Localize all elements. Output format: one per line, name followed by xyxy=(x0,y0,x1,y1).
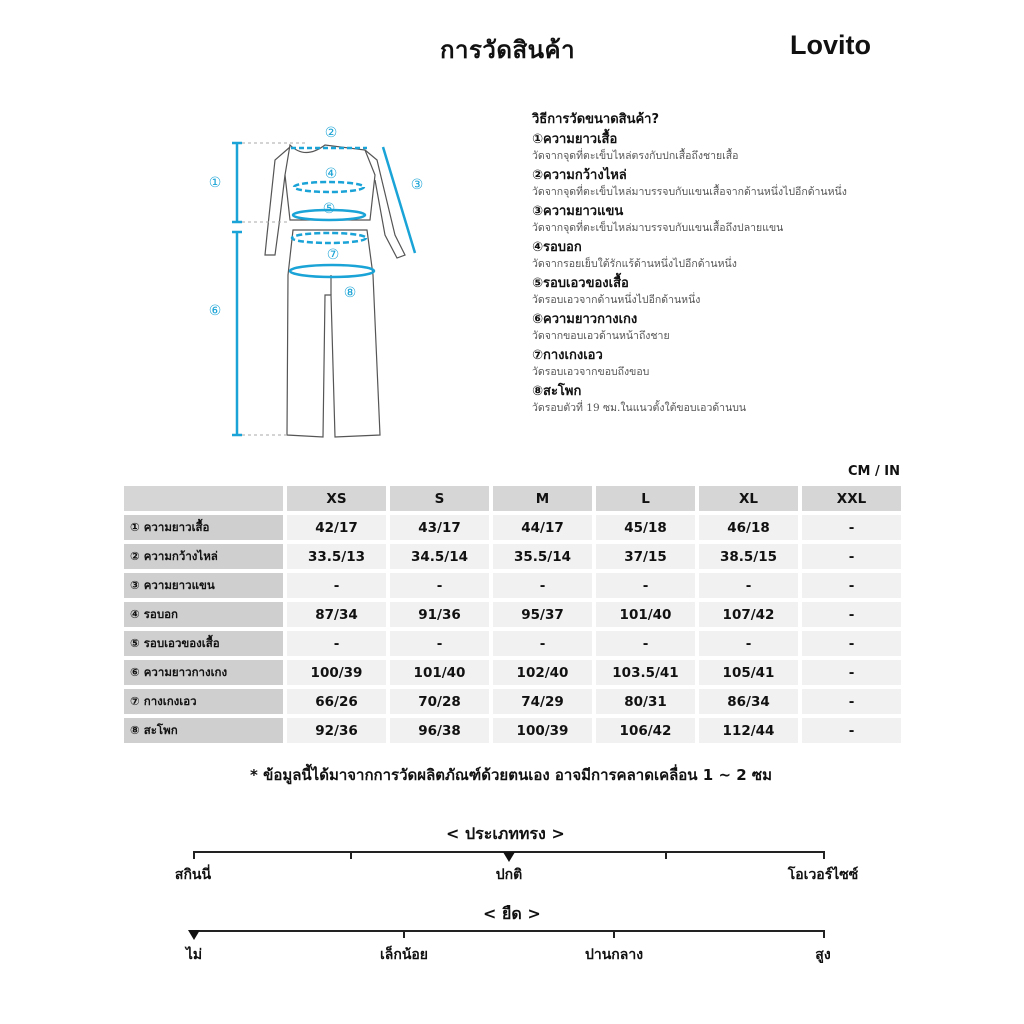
guide-item-name: ③ความยาวแขน xyxy=(532,204,624,219)
callout-6: ⑥ xyxy=(208,303,222,319)
fit-scale-title: < ประเภททรง > xyxy=(446,824,565,843)
table-cell: - xyxy=(390,631,489,656)
table-cell: - xyxy=(493,573,592,598)
size-table xyxy=(120,482,905,747)
size-header: XS xyxy=(287,486,386,511)
guide-item-desc: วัดรอบเอวจากด้านหนึ่งไปอีกด้านหนึ่ง xyxy=(532,294,701,306)
fit-label: โอเวอร์ไซซ์ xyxy=(787,867,859,883)
stretch-scale-tick xyxy=(613,930,615,938)
table-cell: - xyxy=(802,689,901,714)
unit-label: CM / IN xyxy=(848,464,900,479)
table-header-row xyxy=(124,486,901,511)
table-cell: 38.5/15 xyxy=(699,544,798,569)
table-cell: 101/40 xyxy=(596,602,695,627)
size-header: XXL xyxy=(802,486,901,511)
size-header: XL xyxy=(699,486,798,511)
table-cell: 35.5/14 xyxy=(493,544,592,569)
table-cell: 101/40 xyxy=(390,660,489,685)
guide-heading: วิธีการวัดขนาดสินค้า? xyxy=(532,112,660,127)
table-cell: - xyxy=(699,573,798,598)
table-cell: 102/40 xyxy=(493,660,592,685)
guide-item xyxy=(532,203,952,236)
fit-label: สกินนี่ xyxy=(174,867,212,883)
table-cell: - xyxy=(802,602,901,627)
guide-item-name: ⑧สะโพก xyxy=(532,384,582,399)
table-cell: 106/42 xyxy=(596,718,695,743)
table-cell: - xyxy=(493,631,592,656)
table-cell: 37/15 xyxy=(596,544,695,569)
table-row xyxy=(124,631,901,656)
table-cell: - xyxy=(596,631,695,656)
fit-scale-tick xyxy=(823,851,825,859)
stretch-label: ปานกลาง xyxy=(584,947,644,963)
guide-item-name: ⑦กางเกงเอว xyxy=(532,348,603,363)
fit-scale-tick xyxy=(193,851,195,859)
size-header: S xyxy=(390,486,489,511)
table-row xyxy=(124,515,901,540)
measurement-guide xyxy=(532,108,952,419)
row-label: ④ รอบอก xyxy=(124,602,283,627)
guide-item xyxy=(532,275,952,308)
callout-7: ⑦ xyxy=(326,247,340,263)
table-cell: 33.5/13 xyxy=(287,544,386,569)
size-header: L xyxy=(596,486,695,511)
guide-item xyxy=(532,347,952,380)
table-cell: - xyxy=(802,660,901,685)
guide-item-desc: วัดจากรอยเย็บใต้รักแร้ด้านหนึ่งไปอีกด้านหนึ่ง xyxy=(532,258,737,270)
guide-item xyxy=(532,167,952,200)
row-label: ③ ความยาวแขน xyxy=(124,573,283,598)
guide-item-name: ④รอบอก xyxy=(532,240,582,255)
table-cell: 100/39 xyxy=(287,660,386,685)
table-cell: 44/17 xyxy=(493,515,592,540)
guide-item-desc: วัดรอบตัวที่ 19 ซม.ในแนวตั้งใต้ขอบเอวด้านบน xyxy=(532,402,747,414)
stretch-scale-tick xyxy=(823,930,825,938)
guide-item-name: ⑤รอบเอวของเสื้อ xyxy=(532,276,629,291)
jumpsuit-illustration xyxy=(195,115,445,445)
callout-5: ⑤ xyxy=(322,201,336,217)
table-cell: 100/39 xyxy=(493,718,592,743)
table-cell: 105/41 xyxy=(699,660,798,685)
stretch-selected-marker xyxy=(188,930,200,940)
guide-item-desc: วัดจากจุดที่ตะเข็บไหล่มาบรรจบกับแขนเสื้อจากด้านหนึ่งไปอีกด้านหนึ่ง xyxy=(532,186,847,198)
table-cell: 43/17 xyxy=(390,515,489,540)
table-cell: 92/36 xyxy=(287,718,386,743)
table-cell: - xyxy=(802,631,901,656)
table-cell: 45/18 xyxy=(596,515,695,540)
callout-4: ④ xyxy=(324,166,338,182)
table-row xyxy=(124,660,901,685)
table-cell: 103.5/41 xyxy=(596,660,695,685)
fit-selected-marker xyxy=(503,852,515,862)
row-label: ⑤ รอบเอวของเสื้อ xyxy=(124,631,283,656)
table-cell: - xyxy=(802,573,901,598)
fit-scale-tick xyxy=(350,851,352,859)
stretch-scale-line xyxy=(193,930,825,932)
table-cell: 34.5/14 xyxy=(390,544,489,569)
callout-8: ⑧ xyxy=(343,285,357,301)
disclaimer-note: * ข้อมูลนี้ได้มาจากการวัดผลิตภัณฑ์ด้วยตนเอง อาจมีการคลาดเคลื่อน 1 ~ 2 ซม xyxy=(250,766,772,784)
brand-logo: Lovito xyxy=(790,30,871,60)
fit-label: ปกติ xyxy=(495,867,523,883)
guide-item xyxy=(532,239,952,272)
table-cell: 74/29 xyxy=(493,689,592,714)
guide-item-desc: วัดจากขอบเอวด้านหน้าถึงชาย xyxy=(532,330,670,342)
table-cell: - xyxy=(287,573,386,598)
size-header: M xyxy=(493,486,592,511)
stretch-label: เล็กน้อย xyxy=(379,947,429,963)
stretch-label: สูง xyxy=(815,947,831,963)
guide-item-name: ①ความยาวเสื้อ xyxy=(532,132,618,147)
table-row xyxy=(124,689,901,714)
callout-1: ① xyxy=(208,175,222,191)
guide-item-desc: วัดรอบเอวจากขอบถึงขอบ xyxy=(532,366,650,378)
stretch-label: ไม่ xyxy=(185,947,203,963)
table-cell: - xyxy=(390,573,489,598)
table-cell: - xyxy=(699,631,798,656)
guide-item xyxy=(532,131,952,164)
table-cell: 112/44 xyxy=(699,718,798,743)
table-cell: 95/37 xyxy=(493,602,592,627)
table-cell: - xyxy=(287,631,386,656)
callout-3: ③ xyxy=(410,177,424,193)
row-label: ⑦ กางเกงเอว xyxy=(124,689,283,714)
table-cell: 66/26 xyxy=(287,689,386,714)
table-cell: 70/28 xyxy=(390,689,489,714)
row-label: ⑥ ความยาวกางเกง xyxy=(124,660,283,685)
table-cell: 96/38 xyxy=(390,718,489,743)
table-cell: 46/18 xyxy=(699,515,798,540)
guide-item-desc: วัดจากจุดที่ตะเข็บไหล่ตรงกับปกเสื้อถึงชายเสื้อ xyxy=(532,150,739,162)
table-row xyxy=(124,544,901,569)
row-label: ② ความกว้างไหล่ xyxy=(124,544,283,569)
table-cell: 86/34 xyxy=(699,689,798,714)
guide-item xyxy=(532,383,952,416)
stretch-scale-tick xyxy=(403,930,405,938)
table-cell: - xyxy=(802,515,901,540)
callout-2: ② xyxy=(324,125,338,141)
table-row xyxy=(124,602,901,627)
row-label: ① ความยาวเสื้อ xyxy=(124,515,283,540)
fit-scale-tick xyxy=(665,851,667,859)
table-cell: - xyxy=(802,544,901,569)
guide-item xyxy=(532,311,952,344)
guide-item-desc: วัดจากจุดที่ตะเข็บไหล่มาบรรจบกับแขนเสื้อถึงปลายแขน xyxy=(532,222,784,234)
stretch-scale-title: < ยืด > xyxy=(483,904,541,923)
table-cell: 87/34 xyxy=(287,602,386,627)
table-cell: 91/36 xyxy=(390,602,489,627)
table-cell: 42/17 xyxy=(287,515,386,540)
table-cell: 107/42 xyxy=(699,602,798,627)
table-row xyxy=(124,718,901,743)
guide-item-name: ⑥ความยาวกางเกง xyxy=(532,312,638,327)
table-cell: - xyxy=(802,718,901,743)
row-label: ⑧ สะโพก xyxy=(124,718,283,743)
page-title: การวัดสินค้า xyxy=(440,36,576,64)
table-row xyxy=(124,573,901,598)
table-cell: 80/31 xyxy=(596,689,695,714)
guide-item-name: ②ความกว้างไหล่ xyxy=(532,168,627,183)
table-cell: - xyxy=(596,573,695,598)
table-corner xyxy=(124,486,283,511)
